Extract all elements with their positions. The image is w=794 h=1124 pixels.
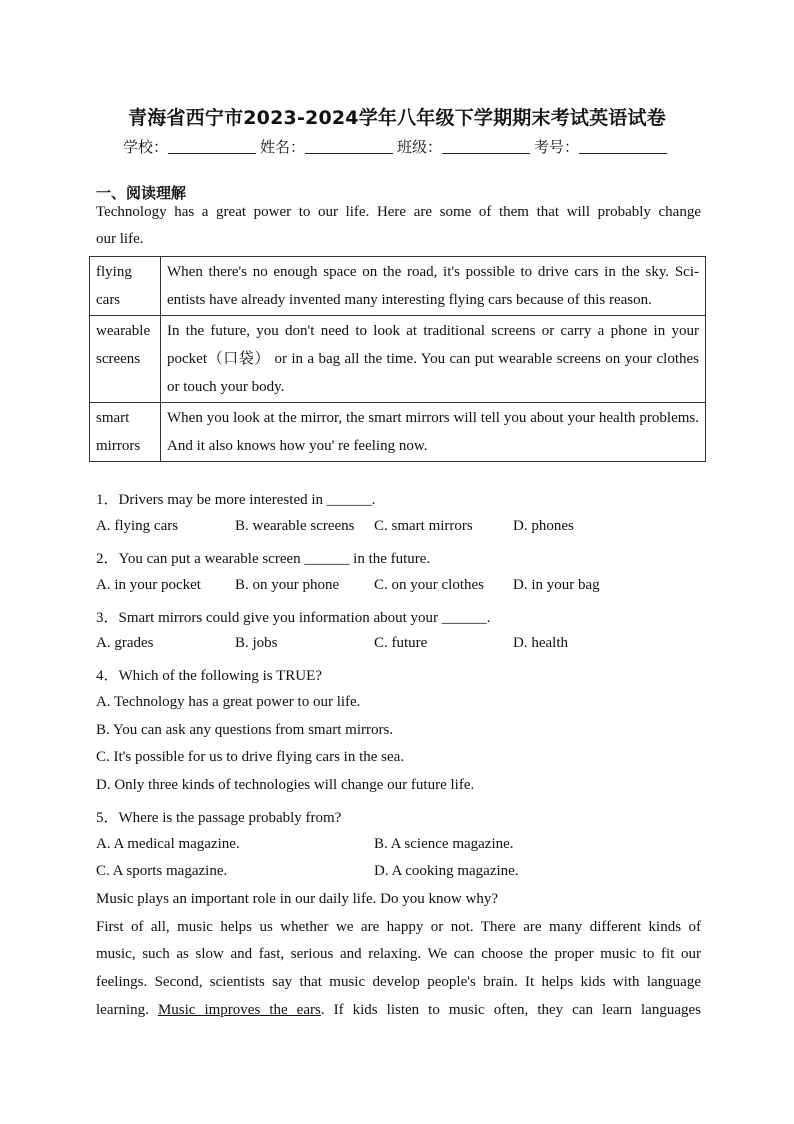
table-row (90, 316, 706, 403)
table-row (90, 403, 706, 462)
q4-option-b[interactable]: B. You can ask any questions from smart mirrors. (96, 722, 394, 738)
q2-option-d[interactable]: D. in your bag (513, 577, 600, 593)
question-5: 5．Where is the passage probably from? (96, 810, 342, 826)
passage2-line-3: music, such as slow and fast, serious and relaxing. We can choose the proper music to fit our (96, 946, 701, 962)
table-row (90, 257, 706, 316)
question-3: 3．Smart mirrors could give you information about your ______. (96, 610, 491, 626)
passage2-line-1: Music plays an important role in our daily life. Do you know why? (96, 891, 499, 907)
question-1: 1．Drivers may be more interested in ______. (96, 492, 376, 508)
class-label: 班级： (397, 138, 443, 156)
number-blank[interactable] (579, 139, 667, 154)
q1-option-d[interactable]: D. phones (513, 518, 574, 534)
q3-option-c[interactable]: C. future (374, 635, 428, 651)
line5-pre: learning. (96, 1002, 149, 1018)
underlined-phrase: Music improves the ears (157, 1002, 321, 1018)
class-blank[interactable] (442, 139, 530, 154)
table-desc: When you look at the mirror, the smart mirrors will tell you about your health problems. And it also knows how you' re feeling now. (161, 403, 706, 462)
q5-option-c[interactable]: C. A sports magazine. (96, 863, 228, 879)
q3-option-b[interactable]: B. jobs (235, 635, 278, 651)
question-2: 2．You can put a wearable screen ______ in the future. (96, 551, 431, 567)
q3-option-d[interactable]: D. health (513, 635, 568, 651)
student-info-line (0, 136, 794, 157)
table-term: smart mirrors (90, 403, 161, 462)
school-label: 学校： (122, 138, 168, 156)
intro-line-2: our life. (96, 231, 144, 247)
q4-option-c[interactable]: C. It's possible for us to drive flying cars in the sea. (96, 749, 405, 765)
table-term: flying cars (90, 257, 161, 316)
technology-table (89, 256, 706, 462)
number-label: 考号： (534, 138, 580, 156)
school-blank[interactable] (168, 139, 256, 154)
page-title: 青海省西宁市2023-2024学年八年级下学期期末考试英语试卷 (128, 107, 666, 129)
q5-option-a[interactable]: A. A medical magazine. (96, 836, 240, 852)
passage2-line-2: First of all, music helps us whether we are happy or not. There are many different kinds of (96, 919, 701, 935)
question-4: 4．Which of the following is TRUE? (96, 668, 322, 684)
q3-option-a[interactable]: A. grades (96, 635, 154, 651)
name-label: 姓名： (259, 138, 305, 156)
q5-option-d[interactable]: D. A cooking magazine. (374, 863, 519, 879)
passage2-line-4: feelings. Second, scientists say that music develop people's brain. It helps kids with language (96, 974, 701, 990)
q1-option-c[interactable]: C. smart mirrors (374, 518, 473, 534)
q4-option-d[interactable]: D. Only three kinds of technologies will change our future life. (96, 777, 475, 793)
name-blank[interactable] (305, 139, 393, 154)
table-desc: When there's no enough space on the road, it's possible to drive cars in the sky. Sci- entists have already invented many interesting flying cars because of this reason. (161, 257, 706, 316)
table-term: wearable screens (90, 316, 161, 403)
q2-option-c[interactable]: C. on your clothes (374, 577, 484, 593)
table-desc: In the future, you don't need to look at traditional screens or carry a phone in your pocket（口袋） or in a bag all the time. You can put wearable screens on your clothes or touch your body. (161, 316, 706, 403)
intro-line-1: Technology has a great power to our life. Here are some of them that will probably change (96, 204, 701, 220)
q2-option-b[interactable]: B. on your phone (235, 577, 340, 593)
section-title: 一、阅读理解 (96, 184, 187, 202)
q1-option-b[interactable]: B. wearable screens (235, 518, 355, 534)
q2-option-a[interactable]: A. in your pocket (96, 577, 201, 593)
q5-option-b[interactable]: B. A science magazine. (374, 836, 514, 852)
q1-option-a[interactable]: A. flying cars (96, 518, 179, 534)
line5-post: . If kids listen to music often, they can learn languages (320, 1002, 701, 1018)
q4-option-a[interactable]: A. Technology has a great power to our life. (96, 694, 361, 710)
passage2-line-5 (96, 1002, 701, 1019)
